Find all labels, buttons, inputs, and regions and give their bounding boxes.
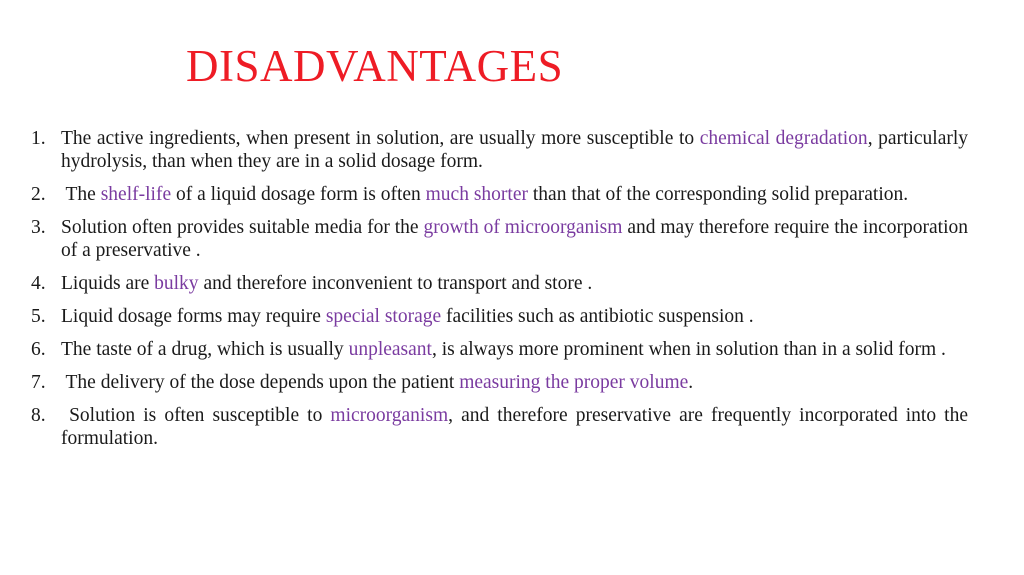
highlighted-term: chemical degradation	[699, 128, 868, 149]
item-text	[61, 305, 968, 328]
item-text-part: Liquid dosage forms may require	[61, 306, 326, 327]
item-text-part: , is always more prominent when in solution than in a solid form .	[431, 339, 946, 360]
highlighted-term: bulky	[154, 273, 199, 294]
highlighted-term: much shorter	[425, 184, 528, 205]
list-item	[0, 183, 1024, 206]
item-text	[61, 371, 968, 394]
item-number: 3.	[31, 217, 46, 238]
item-text	[61, 272, 968, 295]
list-item	[0, 272, 1024, 295]
item-text	[61, 183, 968, 206]
item-text	[61, 216, 968, 262]
list-item	[0, 216, 1024, 262]
disadvantages-list	[0, 127, 1024, 460]
item-text-part: The active ingredients, when present in solution, are usually more susceptible to	[61, 128, 700, 149]
item-text-part: facilities such as antibiotic suspension .	[441, 306, 754, 327]
item-text	[61, 404, 968, 450]
highlighted-term: measuring the proper volume	[459, 372, 689, 393]
item-text-part: , and therefore preservative are frequently incorporated into the formulation.	[61, 405, 968, 449]
list-item	[0, 371, 1024, 394]
item-text-part: Solution is often susceptible to	[61, 405, 331, 426]
highlighted-term: unpleasant	[348, 339, 432, 360]
item-number: 6.	[31, 339, 46, 360]
item-number: 1.	[31, 128, 46, 149]
list-item	[0, 127, 1024, 173]
highlighted-term: microorganism	[330, 405, 449, 426]
item-text-part: The taste of a drug, which is usually	[61, 339, 349, 360]
list-item	[0, 404, 1024, 450]
item-text-part: and therefore inconvenient to transport and store .	[198, 273, 593, 294]
highlighted-term: growth of microorganism	[423, 217, 623, 238]
highlighted-term: special storage	[325, 306, 442, 327]
item-number: 2.	[31, 184, 46, 205]
item-text-part: and may therefore require the incorporation of a preservative .	[61, 217, 968, 261]
item-text-part: , particularly hydrolysis, than when they are in a solid dosage form.	[61, 128, 969, 172]
item-text	[61, 127, 968, 173]
item-text-part: The	[61, 184, 101, 205]
item-number: 7.	[31, 372, 46, 393]
item-text-part: Liquids are	[61, 273, 155, 294]
item-text-part: Solution often provides suitable media for the	[61, 217, 424, 238]
item-number: 4.	[31, 273, 46, 294]
item-text-part: The delivery of the dose depends upon the patient	[61, 372, 460, 393]
highlighted-term: shelf-life	[100, 184, 172, 205]
item-text-part: than that of the corresponding solid preparation.	[528, 184, 909, 205]
item-number: 5.	[31, 306, 46, 327]
list-item	[0, 305, 1024, 328]
item-text-part: of a liquid dosage form is often	[171, 184, 426, 205]
list-item	[0, 338, 1024, 361]
item-text-part: .	[688, 372, 694, 393]
item-number: 8.	[31, 405, 46, 426]
item-text	[61, 338, 968, 361]
slide-title: DISADVANTAGES	[186, 41, 564, 91]
